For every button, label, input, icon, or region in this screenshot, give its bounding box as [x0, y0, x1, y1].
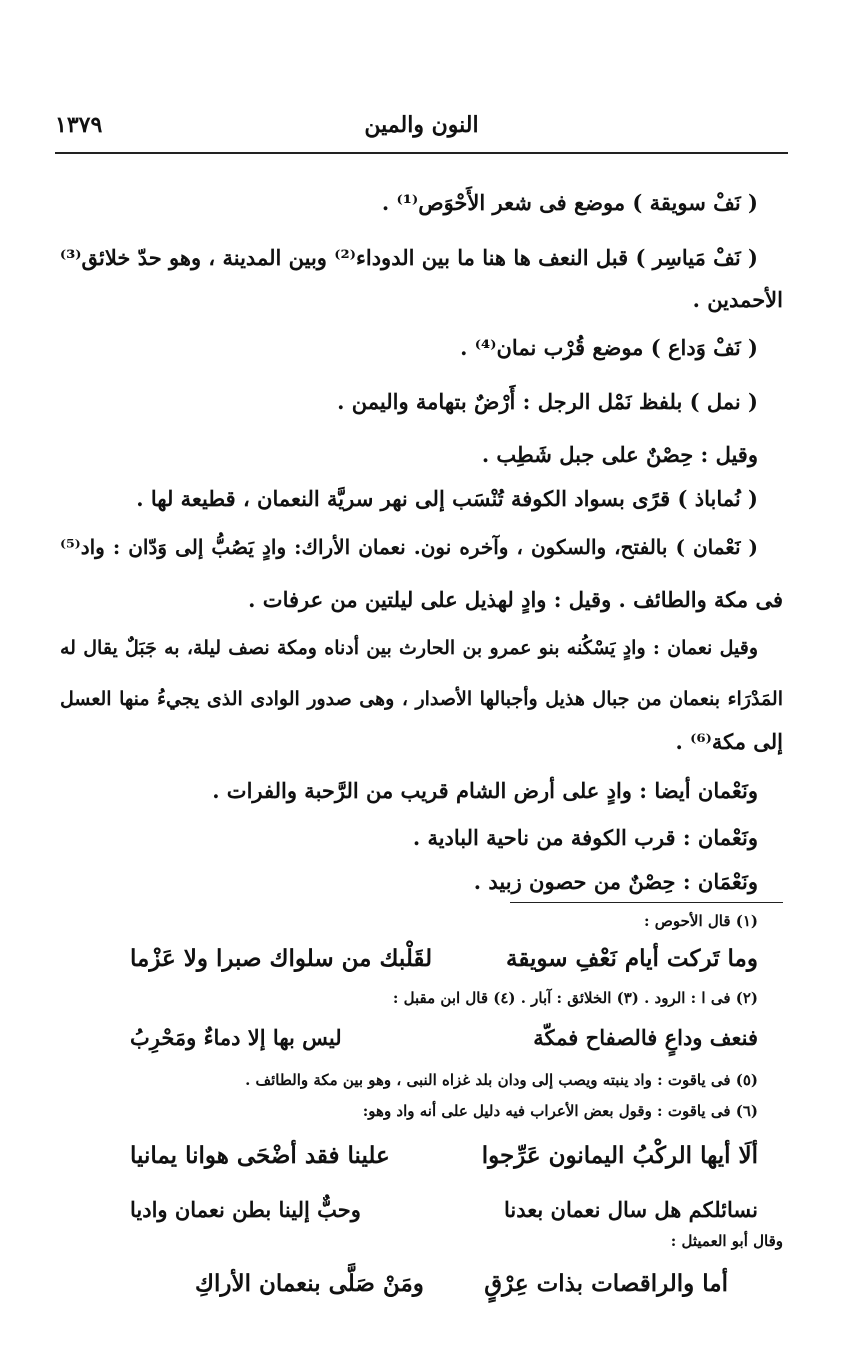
- entry-line: ونَعْمَان : حِصْنٌ من حصون زبيد .: [473, 869, 758, 894]
- entry-line: ونَعْمان : قرب الكوفة من ناحية البادية .: [412, 825, 758, 850]
- entry-line: وقيل : حِصْنٌ على جبل شَطِب .: [481, 442, 758, 467]
- verse-hemistich-second: علينا فقد أضْحَى هوانا يمانيا: [130, 1142, 390, 1169]
- entry-line: وقيل نعمان : وادٍ يَسْكُنه بنو عمرو بن الحارث بين أدناه ومكة نصف ليلة، به جَبَلٌ يقال له: [60, 637, 758, 659]
- entry-line: ونَعْمان أيضا : وادٍ على أرض الشام قريب من الرَّحبة والفرات .: [212, 778, 758, 803]
- verse-hemistich-first: نسائلكم هل سال نعمان بعدنا: [504, 1197, 758, 1222]
- verse-hemistich-first: فنعف وداعٍ فالصفاح فمكّة: [533, 1025, 758, 1050]
- footnote-6-verse-3: [195, 1262, 728, 1306]
- entry-line: المَدْرَاء بنعمان من جبال هذيل وأجبالها الأصدار ، وهى صدور الوادى الذى يجيءُ منها العسل: [60, 688, 783, 710]
- footnotes-2-4: (٢) فى ا : الرود . (٣) الخلائق : آبار . (٤) قال ابن مقبل :: [392, 989, 758, 1007]
- footnote-rule: [510, 902, 783, 903]
- entry-line: ( نَفْ سويقة ) موضع فى شعر الأَحْوَص⁽¹⁾ .: [381, 190, 758, 215]
- footnote-6-verse-2: [130, 1188, 758, 1232]
- verse-hemistich-first: أما والراقصات بذات عِرْقٍ: [484, 1270, 728, 1297]
- verse-hemistich-second: ومَنْ صَلَّى بنعمان الأراكِ: [195, 1270, 424, 1297]
- footnote-6-verse-1: [130, 1134, 758, 1178]
- footnote-1-label: (١) قال الأحوص :: [644, 912, 758, 930]
- entry-line: ( نَفْ وَداع ) موضع قُرْب نمان⁽⁴⁾ .: [460, 335, 758, 360]
- footnote-5: (٥) فى ياقوت : واد ينبته ويصب إلى ودان بلد غزاه النبى ، وهو بين مكة والطائف .: [245, 1071, 758, 1089]
- entry-line: إلى مكة⁽⁶⁾ .: [675, 729, 783, 754]
- verse-hemistich-first: ألَا أيها الركْبُ اليمانون عَرِّجوا: [481, 1142, 758, 1169]
- entry-line: ( نُماباذ ) قرًى بسواد الكوفة تُنْسَب إلى نهر سريَّة النعمان ، قطيعة لها .: [136, 486, 758, 511]
- verse-hemistich-first: وما تَركت أيام نَعْفِ سويقة: [506, 945, 758, 972]
- entry-line: ( نَعْمان ) بالفتح، والسكون ، وآخره نون. نعمان الأراك: وادٍ يَصُبُّ إلى وَدّان : واد⁽⁵⁾: [60, 535, 758, 559]
- footnote-4-verse: [130, 1016, 758, 1060]
- entry-line: ( نَفْ مَياسِر ) قبل النعف ها هنا ما بين الدوداء⁽²⁾ وبين المدينة ، وهو حدّ خلائق⁽³⁾: [59, 245, 758, 270]
- verse-hemistich-second: وحبٌّ إلينا بطن نعمان واديا: [130, 1197, 361, 1222]
- header-rule: [55, 152, 788, 154]
- entry-line: الأحمدين .: [692, 287, 783, 312]
- footnote-6-label-2: وقال أبو العميثل :: [670, 1232, 783, 1250]
- entry-line: ( نمل ) بلفظ نَمْل الرجل : أَرْضٌ بتهامة واليمن .: [337, 389, 758, 414]
- verse-hemistich-second: ليس بها إلا دماءٌ ومَحْرِبُ: [130, 1025, 342, 1050]
- page-number: ١٣٧٩: [55, 112, 103, 138]
- page-header: [55, 112, 788, 148]
- footnote-1-verse: [130, 937, 758, 981]
- verse-hemistich-second: لقَلْبك من سلواك صبرا ولا عَزْما: [130, 945, 433, 972]
- footnote-6: (٦) فى ياقوت : وقول بعض الأعراب فيه دليل على أنه واد وهو:: [362, 1102, 758, 1120]
- entry-line: فى مكة والطائف . وقيل : وادٍ لهذيل على ليلتين من عرفات .: [248, 587, 783, 612]
- page-title: النون والمين: [364, 112, 479, 138]
